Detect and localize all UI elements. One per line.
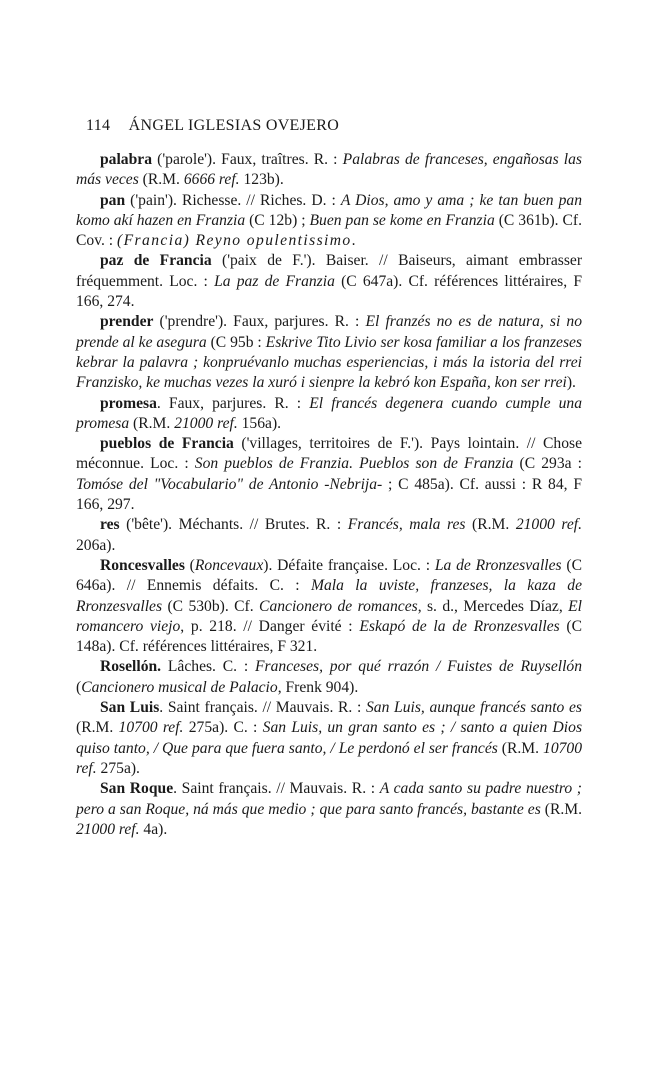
dictionary-entry [76, 657, 582, 698]
dictionary-entry [76, 779, 582, 840]
dictionary-entry [76, 191, 582, 252]
entry-headword: San Luis [100, 699, 160, 717]
entry-text: 156a). [237, 414, 282, 432]
entry-text: . [351, 232, 356, 250]
entry-quotation: Francés, mala res [347, 516, 466, 534]
entry-headword: Rosellón. [100, 658, 162, 676]
dictionary-entry [76, 251, 582, 312]
entry-headword: Roncesvalles [100, 556, 185, 574]
entry-text: ; C 485a). Cf. aussi : R 84, F 166, 297. [76, 475, 582, 514]
entry-quotation: 21000 ref. [515, 516, 582, 534]
entry-text: (C 148a). Cf. références littéraires, F 321. [76, 617, 583, 656]
entry-text: . Faux, parjures. R. : [156, 394, 310, 412]
entry-headword: res [100, 516, 120, 534]
dictionary-entry [76, 312, 582, 393]
entry-headword: prender [100, 313, 154, 331]
dictionary-entry [76, 434, 582, 515]
entry-text: ( [184, 556, 195, 574]
entry-text: ). Défaite française. Loc. : [263, 556, 435, 574]
entry-quotation: Tomóse del "Vocabulario" de Antonio -Nebrija- [76, 475, 383, 493]
entry-quotation: Eskrive Tito Livio ser kosa familiar a los franzeses kebrar la palavra ; konpruévanlo muchas esperiencias, i más la istoria del rrei Franzisko, ke muchas vezes la xuró i sienpre la kebró kon España, kon ser rrei [76, 333, 582, 392]
entry-headword: paz de Francia [100, 252, 212, 270]
entry-text: (C 530b). Cf. [162, 597, 260, 615]
entry-quotation: El romancero viejo [76, 597, 582, 635]
entry-quotation: El franzés no es de natura, si no prende al ke asegura [76, 313, 582, 351]
dictionary-entry [76, 556, 582, 657]
entry-text: . Saint français. // Mauvais. R. : [173, 780, 380, 798]
entry-text: (C 361b). Cf. Cov. : [76, 211, 582, 250]
entry-headword: pueblos de Francia [100, 435, 234, 453]
entry-text: ('villages, territoires de F.'). Pays lointain. // Chose méconnue. Loc. : [76, 435, 583, 473]
entry-quotation: Palabras de franceses, engañosas las más veces [76, 151, 582, 189]
entry-text: (R.M. [129, 414, 175, 432]
entry-quotation: La paz de Franzia [214, 272, 335, 290]
entry-quotation: Cancionero musical de Palacio [81, 678, 278, 696]
dictionary-entry [76, 515, 582, 556]
dictionary-entries [76, 150, 582, 840]
entry-quotation: A cada santo su padre nuestro ; pero a san Roque, ná más que medio ; que para santo francés, bastante es [76, 780, 582, 818]
entry-text: ('parole'). Faux, traîtres. R. : [152, 151, 343, 168]
entry-quotation: La de Rronzesvalles [434, 556, 562, 574]
running-header [86, 117, 339, 135]
entry-text: , s. d., Mercedes Díaz, [417, 597, 569, 615]
entry-quotation: 21000 ref. [76, 820, 140, 838]
entry-quotation: San Luis, un gran santo es ; / santo a quien Dios quiso tanto, / Que para que fuera santo, / Le perdonó el ser francés [76, 719, 583, 757]
entry-text: (C 95b : [206, 333, 266, 351]
entry-text: ('bête'). Méchants. // Brutes. R. : [119, 516, 348, 534]
entry-text: ('paix de F.'). Baiser. // Baiseurs, aimant embrasser fréquemment. Loc. : [76, 252, 583, 290]
entry-text: 275a). C. : [183, 719, 263, 737]
entry-text: 123b). [239, 171, 284, 189]
entry-headword: pan [100, 191, 126, 209]
dictionary-entry [76, 150, 582, 191]
entry-headword: promesa [100, 394, 157, 412]
entry-quotation: San Luis, aunque francés santo es [365, 699, 582, 717]
entry-headword: San Roque [100, 780, 174, 798]
entry-text: (C 293a : [513, 455, 582, 473]
entry-quotation: Buen pan se kome en Franzia [309, 211, 495, 229]
page-number: 114 [86, 117, 111, 134]
entry-quotation: 6666 ref. [183, 171, 240, 189]
entry-quotation: Roncevaux [194, 556, 264, 574]
entry-text: ('prendre'). Faux, parjures. R. : [153, 313, 366, 331]
dictionary-entry [76, 394, 582, 435]
entry-text: (R.M. [76, 719, 119, 737]
entry-text: , Frenk 904). [277, 678, 359, 696]
entry-quotation: El francés degenera cuando cumple una promesa [76, 394, 582, 432]
entry-text: , p. 218. // Danger évité : [180, 617, 360, 635]
entry-quotation: Franceses, por qué rrazón / Fuistes de Ruysellón [255, 658, 583, 676]
entry-text: ('pain'). Richesse. // Riches. D. : [125, 191, 341, 209]
entry-quotation: (Francia) Reyno opulentissimo [117, 232, 352, 250]
entry-text: Lâches. C. : [161, 658, 256, 676]
entry-text: (C 647a). Cf. références littéraires, F 166, 274. [76, 272, 583, 311]
dictionary-entry [76, 698, 582, 779]
entry-quotation: Mala la uviste, franzeses, la kaza de Rronzesvalles [76, 577, 582, 615]
entry-text: (C 646a). // Ennemis défaits. C. : [76, 556, 583, 595]
entry-quotation: Eskapó de la de Rronzesvalles [359, 617, 560, 635]
running-title: ÁNGEL IGLESIAS OVEJERO [128, 117, 340, 134]
entry-text: 4a). [139, 820, 168, 838]
entry-text: 206a). [76, 536, 116, 554]
entry-text: (R.M. [540, 800, 583, 818]
entry-quotation: 21000 ref. [174, 414, 238, 432]
entry-text: (R.M. [138, 171, 184, 189]
entry-text: ). [566, 374, 576, 392]
entry-quotation: Cancionero de romances [259, 597, 418, 615]
entry-text: (R.M. [497, 739, 544, 757]
entry-quotation: Son pueblos de Franzia. Pueblos son de Franzia [194, 455, 514, 473]
entry-quotation: 10700 ref. [76, 739, 582, 777]
entry-text: (C 12b) ; [245, 211, 310, 229]
entry-text: (R.M. [465, 516, 516, 534]
entry-text: ( [76, 678, 82, 696]
entry-text: 275a). [96, 759, 140, 777]
entry-headword: palabra [100, 151, 152, 168]
entry-text: . Saint français. // Mauvais. R. : [159, 699, 366, 717]
entry-quotation: A Dios, amo y ama ; ke tan buen pan komo akí hazen en Franzia [76, 191, 582, 229]
entry-quotation: 10700 ref. [118, 719, 184, 737]
